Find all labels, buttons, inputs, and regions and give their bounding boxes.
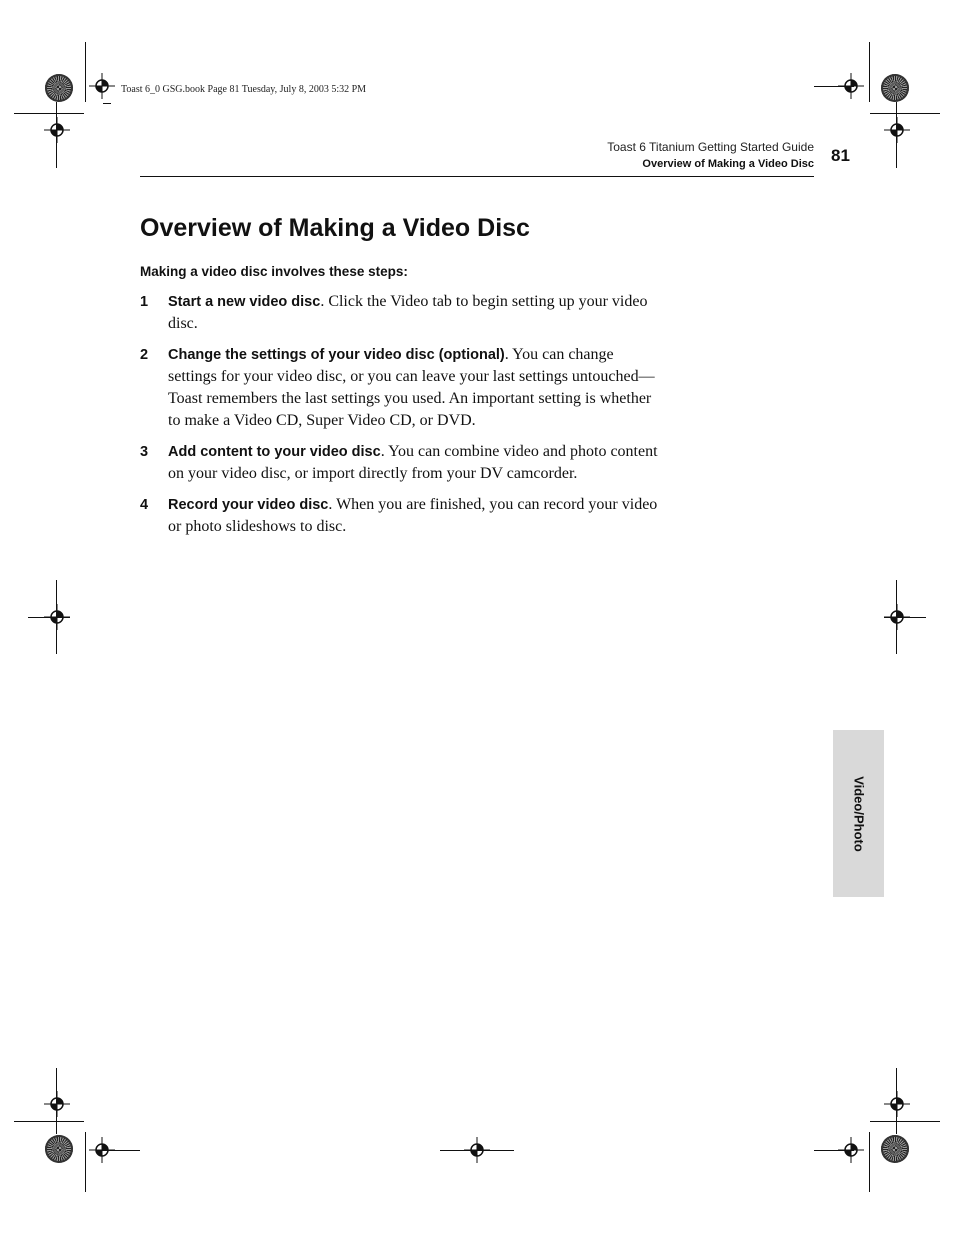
chapter-tab-label: Video/Photo <box>851 775 866 852</box>
step-lead: Start a new video disc <box>168 294 321 310</box>
crop-mark <box>56 1068 57 1134</box>
step-text: . When you are finished, you can record your video or photo slideshows to disc. <box>168 496 658 535</box>
crop-mark <box>14 1121 84 1122</box>
page-title: Overview of Making a Video Disc <box>140 214 530 242</box>
crop-mark <box>869 42 870 102</box>
starburst-target-icon <box>45 74 73 102</box>
starburst-target-icon <box>881 1135 909 1163</box>
crop-mark <box>870 1121 940 1122</box>
crop-mark <box>85 1132 86 1192</box>
print-slug-line: Toast 6_0 GSG.book Page 81 Tuesday, July 8, 2003 5:32 PM <box>121 84 367 95</box>
step-item <box>140 291 660 335</box>
crop-mark <box>896 1068 897 1134</box>
crop-mark <box>103 103 111 104</box>
step-lead: Change the settings of your video disc (optional) <box>168 347 505 363</box>
crop-mark <box>100 1150 140 1151</box>
step-lead: Add content to your video disc <box>168 444 381 460</box>
step-text: . You can change settings for your video disc, or you can leave your last settings untouched—Toast remembers the last settings you used. An important setting is whether to make a Video CD, Super Video CD, or DVD. <box>168 346 655 429</box>
crop-mark <box>869 1132 870 1192</box>
crop-mark <box>884 617 926 618</box>
crop-mark <box>85 42 86 102</box>
crop-mark <box>814 86 854 87</box>
chapter-thumb-tab <box>833 730 884 897</box>
step-number: 1 <box>140 294 149 310</box>
steps-list <box>140 291 660 547</box>
crop-mark <box>896 102 897 168</box>
page-number: 81 <box>831 146 850 165</box>
step-text: . Click the Video tab to begin setting up your video disc. <box>168 293 648 332</box>
step-number: 2 <box>140 347 149 363</box>
crosshair-registration-icon <box>44 1091 70 1117</box>
starburst-target-icon <box>45 1135 73 1163</box>
crosshair-registration-icon <box>884 117 910 143</box>
step-number: 4 <box>140 497 149 513</box>
crop-mark <box>14 113 84 114</box>
header-section-title: Overview of Making a Video Disc <box>642 158 814 170</box>
crosshair-registration-icon <box>89 73 115 99</box>
crop-mark <box>28 617 70 618</box>
step-number: 3 <box>140 444 149 460</box>
crop-mark <box>814 1150 854 1151</box>
step-lead: Record your video disc <box>168 497 329 513</box>
crop-mark <box>56 102 57 168</box>
starburst-target-icon <box>881 74 909 102</box>
crop-mark <box>440 1150 514 1151</box>
header-divider <box>140 176 814 177</box>
intro-text: Making a video disc involves these steps: <box>140 264 408 279</box>
crop-mark <box>870 113 940 114</box>
step-text: . You can combine video and photo content on your video disc, or import directly from your DV camcorder. <box>168 443 658 482</box>
step-item <box>140 441 660 485</box>
crosshair-registration-icon <box>44 117 70 143</box>
step-item <box>140 344 660 432</box>
header-guide-title: Toast 6 Titanium Getting Started Guide <box>607 140 814 154</box>
crosshair-registration-icon <box>884 1091 910 1117</box>
step-item <box>140 494 660 538</box>
